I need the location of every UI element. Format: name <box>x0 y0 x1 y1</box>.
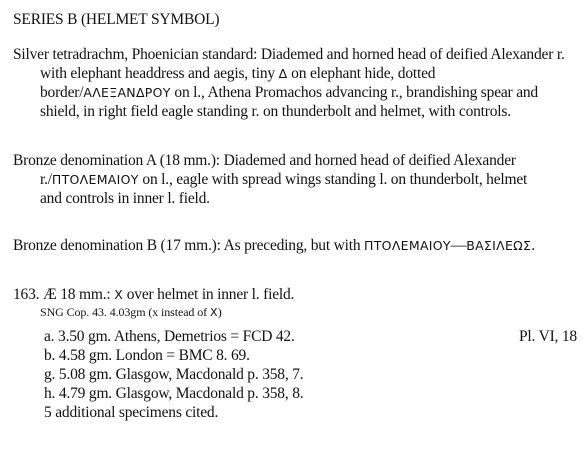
specimen-a: a. 3.50 gm. Athens, Demetrios = FCD 42. <box>44 328 295 345</box>
chi-monogram: Χ <box>114 287 124 302</box>
entry-163-heading: 163. Æ 18 mm.: Χ over helmet in inner l. field. <box>13 286 295 303</box>
silver-line-1: Silver tetradrachm, Phoenician standard: Diademed and horned head of deified Alexander r. <box>13 46 565 63</box>
greek-legend-alexandrou: ΑΛΕΞΑΝΔΡΟΥ <box>83 85 171 100</box>
delta-symbol: Δ <box>278 66 288 81</box>
additional-specimens-note: 5 additional specimens cited. <box>44 404 219 421</box>
sng-reference: SNG Cop. 43. 4.03gm (x instead of Χ) <box>40 305 222 319</box>
specimen-g: g. 5.08 gm. Glasgow, Macdonald p. 358, 7. <box>44 366 304 383</box>
series-heading: SERIES B (HELMET SYMBOL) <box>13 11 220 28</box>
chi-monogram-small: Χ <box>209 306 218 319</box>
silver-line-4: shield, in right field eagle standing r. on thunderbolt and helmet, with controls. <box>40 103 511 120</box>
greek-legend-ptolemaiou-b: ΠΤΟΛΕΜΑΙΟΥ <box>364 238 451 253</box>
specimen-b: b. 4.58 gm. London = BMC 8. 69. <box>44 347 250 364</box>
specimen-h: h. 4.79 gm. Glasgow, Macdonald p. 358, 8. <box>44 385 304 402</box>
bronze-a-line-1: Bronze denomination A (18 mm.): Diademed and horned head of deified Alexander <box>13 152 516 169</box>
plate-reference: Pl. VI, 18 <box>518 328 577 345</box>
silver-line-3: border/ΑΛΕΞΑΝΔΡΟΥ on l., Athena Promachos advancing r., brandishing spear and <box>40 84 538 101</box>
bronze-a-line-3: and controls in inner l. field. <box>40 190 210 207</box>
greek-legend-ptolemaiou: ΠΤΟΛΕΜΑΙΟΥ <box>51 172 139 187</box>
bronze-a-line-2: r./ΠΤΟΛΕΜΑΙΟΥ on l., eagle with spread wings standing l. on thunderbolt, helmet <box>40 171 528 188</box>
greek-legend-basileos: ΒΑΣΙΛΕΩΣ <box>466 238 532 253</box>
silver-line-2: with elephant headdress and aegis, tiny Δ on elephant hide, dotted <box>40 65 436 82</box>
bronze-b-description: Bronze denomination B (17 mm.): As preceding, but with ΠΤΟΛΕΜΑΙΟΥ—ΒΑΣΙΛΕΩΣ. <box>13 237 535 254</box>
